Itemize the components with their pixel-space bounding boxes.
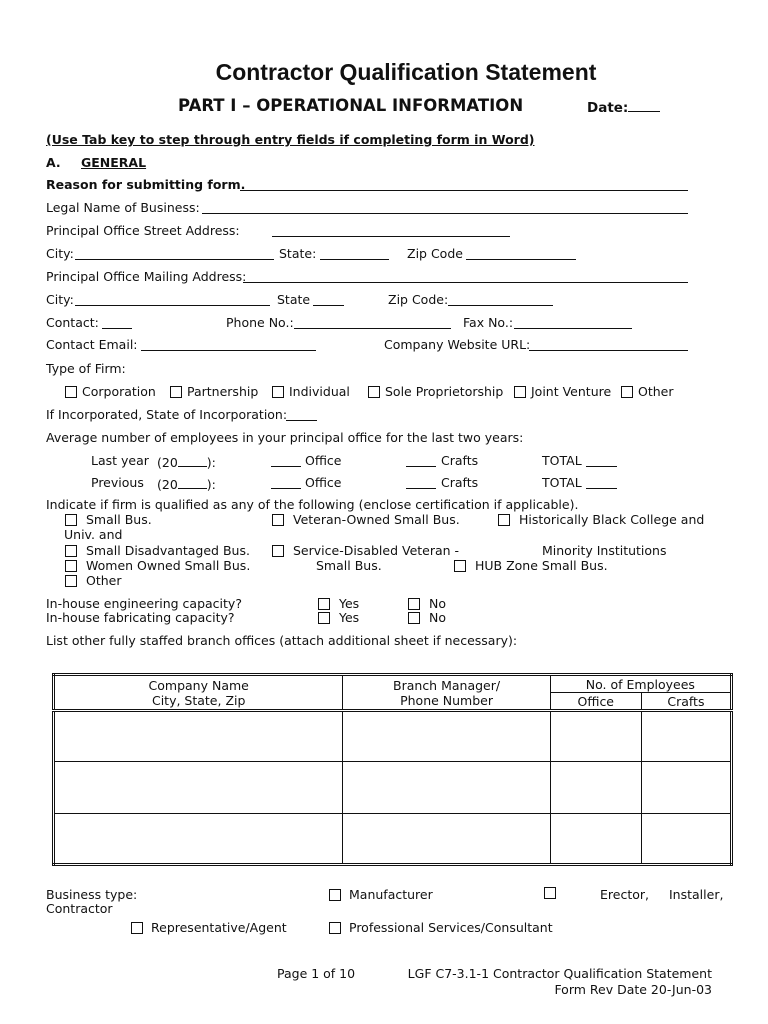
date-label: Date: (587, 99, 660, 116)
table-row (54, 813, 732, 864)
checkbox[interactable] (621, 386, 633, 398)
checkbox[interactable] (65, 545, 77, 557)
checkbox[interactable] (408, 612, 420, 624)
section-a-name: GENERAL (81, 155, 147, 170)
phone-field[interactable] (294, 315, 451, 329)
qual-service-disabled[interactable]: Service-Disabled Veteran - (272, 543, 459, 558)
last-year-total-label: TOTAL (542, 453, 582, 468)
checkbox[interactable] (454, 560, 466, 572)
state-field[interactable] (320, 246, 389, 260)
previous-total-label: TOTAL (542, 475, 582, 490)
previous-total-field[interactable] (586, 475, 617, 489)
col-company-header: Company Name City, State, Zip (54, 675, 343, 711)
engineering-yes[interactable]: Yes (318, 596, 359, 611)
mailing-city-field[interactable] (75, 292, 270, 306)
checkbox[interactable] (329, 922, 341, 934)
biz-representative[interactable]: Representative/Agent (131, 920, 287, 935)
last-year-office-field[interactable] (271, 453, 301, 467)
firm-type-corporation[interactable]: Corporation (65, 384, 156, 399)
manager-cell[interactable] (343, 813, 550, 864)
biz-installer-label: Installer, (669, 887, 724, 902)
firm-type-individual[interactable]: Individual (272, 384, 350, 399)
fabricating-no[interactable]: No (408, 610, 446, 625)
business-type-label: Business type: (46, 887, 138, 902)
type-of-firm-label: Type of Firm: (46, 361, 126, 376)
mailing-state-label: State (277, 292, 311, 307)
crafts-cell[interactable] (641, 813, 731, 864)
col-crafts-header: Crafts (641, 693, 731, 711)
last-year-year: (20 ): (157, 455, 216, 470)
company-cell[interactable] (54, 711, 343, 762)
mailing-state-field[interactable] (313, 292, 344, 306)
previous-crafts-label: Crafts (441, 475, 479, 490)
checkbox[interactable] (498, 514, 510, 526)
qual-service-disabled-cont: Small Bus. (316, 558, 382, 573)
fabricating-yes[interactable]: Yes (318, 610, 359, 625)
footer-form-rev: Form Rev Date 20-Jun-03 (554, 982, 712, 997)
checkbox[interactable] (65, 560, 77, 572)
engineering-no[interactable]: No (408, 596, 446, 611)
last-year-crafts-label: Crafts (441, 453, 479, 468)
checkbox[interactable] (408, 598, 420, 610)
qualified-label: Indicate if firm is qualified as any of the following (enclose certification if applicable). (46, 497, 579, 512)
col-office-header: Office (550, 693, 641, 711)
zip-field[interactable] (466, 246, 576, 260)
manager-cell[interactable] (343, 711, 550, 762)
biz-erector-label: Erector, (600, 887, 649, 902)
office-cell[interactable] (550, 813, 641, 864)
checkbox[interactable] (65, 514, 77, 526)
last-year-label: Last year (91, 453, 149, 468)
street-field[interactable] (272, 223, 510, 237)
last-year-year-field[interactable] (178, 453, 207, 467)
checkbox[interactable] (131, 922, 143, 934)
checkbox[interactable] (272, 545, 284, 557)
firm-type-other[interactable]: Other (621, 384, 674, 399)
engineering-label: In-house engineering capacity? (46, 596, 242, 611)
qual-small-disadvantaged[interactable]: Small Disadvantaged Bus. (65, 543, 250, 558)
firm-type-joint-venture[interactable]: Joint Venture (514, 384, 611, 399)
checkbox[interactable] (329, 889, 341, 901)
last-year-office-label: Office (305, 453, 342, 468)
city-field[interactable] (75, 246, 274, 260)
crafts-cell[interactable] (641, 762, 731, 813)
biz-manufacturer[interactable]: Manufacturer (329, 887, 433, 902)
firm-type-sole-proprietorship[interactable]: Sole Proprietorship (368, 384, 503, 399)
previous-office-field[interactable] (271, 475, 301, 489)
legal-name-label: Legal Name of Business: (46, 200, 200, 215)
biz-erector-checkbox[interactable] (544, 887, 556, 899)
office-cell[interactable] (550, 711, 641, 762)
email-field[interactable] (141, 337, 316, 351)
employees-label: Average number of employees in your principal office for the last two years: (46, 430, 524, 445)
branch-offices-table (52, 673, 733, 866)
checkbox[interactable] (65, 575, 77, 587)
footer-form-id: LGF C7-3.1-1 Contractor Qualification Statement (407, 966, 712, 981)
qual-women-owned[interactable]: Women Owned Small Bus. (65, 558, 250, 573)
biz-professional-services[interactable]: Professional Services/Consultant (329, 920, 553, 935)
checkbox[interactable] (318, 612, 330, 624)
company-cell[interactable] (54, 762, 343, 813)
checkbox[interactable] (170, 386, 182, 398)
manager-cell[interactable] (343, 762, 550, 813)
qual-veteran[interactable]: Veteran-Owned Small Bus. (272, 512, 460, 527)
previous-office-label: Office (305, 475, 342, 490)
street-label: Principal Office Street Address: (46, 223, 240, 238)
qual-hbcu-cont: Univ. and (64, 527, 123, 542)
section-a-letter: A. (46, 155, 61, 170)
previous-label: Previous (91, 475, 144, 490)
reason-field[interactable] (240, 177, 688, 191)
previous-year-field[interactable] (178, 475, 207, 489)
state-label: State: (279, 246, 317, 261)
table-row (54, 711, 732, 762)
branch-label: List other fully staffed branch offices (attach additional sheet if necessary): (46, 633, 518, 648)
last-year-crafts-field[interactable] (406, 453, 436, 467)
col-employees-header: No. of Employees (550, 675, 731, 693)
qual-hbcu[interactable]: Historically Black College and (498, 512, 704, 527)
checkbox[interactable] (368, 386, 380, 398)
email-label: Contact Email: (46, 337, 138, 352)
reason-label: Reason for submitting form. (46, 177, 246, 192)
checkbox[interactable] (272, 386, 284, 398)
mailing-city-label: City: (46, 292, 74, 307)
instruction: (Use Tab key to step through entry fields if completing form in Word) (46, 132, 535, 147)
mailing-label: Principal Office Mailing Address: (46, 269, 247, 284)
company-cell[interactable] (54, 813, 343, 864)
contact-label: Contact: (46, 315, 99, 330)
incorporated-label: If Incorporated, State of Incorporation: (46, 407, 288, 422)
footer-page-number: Page 1 of 10 (277, 966, 356, 981)
last-year-total-field[interactable] (586, 453, 617, 467)
qual-minority-label: Minority Institutions (542, 543, 667, 558)
legal-name-field[interactable] (202, 200, 688, 214)
phone-label: Phone No.: (226, 315, 294, 330)
business-type-cont: Contractor (46, 901, 113, 916)
form-title: Contractor Qualification Statement (215, 59, 597, 85)
previous-crafts-field[interactable] (406, 475, 436, 489)
qual-small-bus[interactable]: Small Bus. (65, 512, 152, 527)
fax-label: Fax No.: (463, 315, 514, 330)
mailing-field[interactable] (243, 269, 688, 283)
mailing-zip-label: Zip Code: (388, 292, 449, 307)
previous-year: (20 ): (157, 477, 216, 492)
website-label: Company Website URL: (384, 337, 531, 352)
col-manager-header: Branch Manager/ Phone Number (343, 675, 550, 711)
checkbox[interactable] (514, 386, 526, 398)
checkbox[interactable] (65, 386, 77, 398)
city-label: City: (46, 246, 74, 261)
crafts-cell[interactable] (641, 711, 731, 762)
incorporated-field[interactable] (286, 407, 317, 421)
checkbox[interactable] (272, 514, 284, 526)
checkbox[interactable] (318, 598, 330, 610)
date-field[interactable] (628, 99, 660, 112)
fabricating-label: In-house fabricating capacity? (46, 610, 235, 625)
website-field[interactable] (529, 337, 688, 351)
contact-field[interactable] (102, 315, 132, 329)
fax-field[interactable] (514, 315, 632, 329)
zip-label: Zip Code (407, 246, 463, 261)
qual-other[interactable]: Other (65, 573, 122, 588)
mailing-zip-field[interactable] (448, 292, 553, 306)
table-row (54, 762, 732, 813)
firm-type-partnership[interactable]: Partnership (170, 384, 258, 399)
part-heading: PART I – OPERATIONAL INFORMATION (178, 96, 524, 115)
office-cell[interactable] (550, 762, 641, 813)
qual-hub-zone[interactable]: HUB Zone Small Bus. (454, 558, 608, 573)
